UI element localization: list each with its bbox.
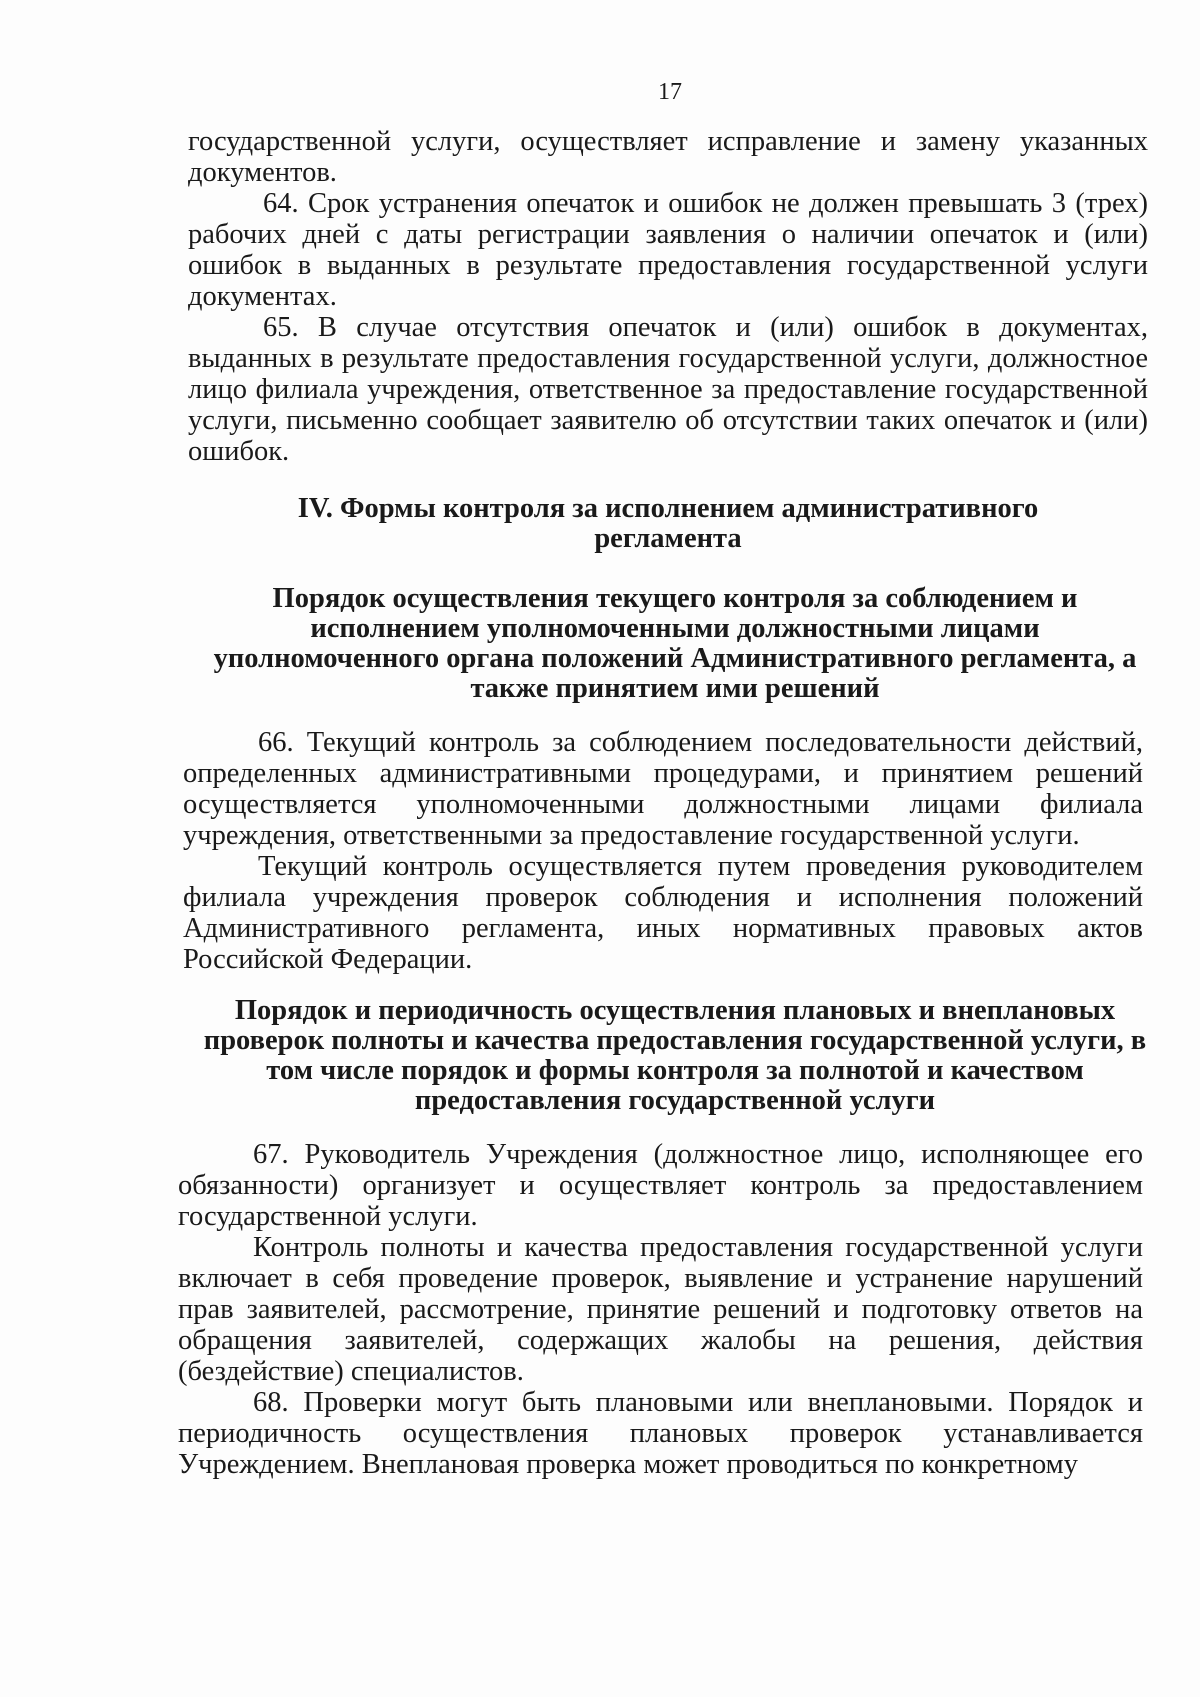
top-paragraphs (188, 126, 1148, 467)
subsection-title-line: также принятием ими решений (470, 673, 880, 704)
paragraph-68: 68. Проверки могут быть плановыми или внеплановыми. Порядок и периодичность осуществления плановых проверок устанавливается Учреждением. Внеплановая проверка может проводиться по конкретному (178, 1387, 1143, 1480)
paragraph-continuation: государственной услуги, осуществляет исправление и замену указанных документов. (188, 126, 1148, 188)
subsection-title-line: том числе порядок и формы контроля за полнотой и качеством (266, 1055, 1084, 1086)
paragraph-quality-control: Контроль полноты и качества предоставления государственной услуги включает в себя проведение проверок, выявление и устранение нарушений прав заявителей, рассмотрение, принятие решений и подготовку ответов на обращения заявителей, содержащих жалобы на решения, действия (бездействие) специалистов. (178, 1232, 1143, 1387)
section-title-line: регламента (594, 523, 742, 554)
paragraph-current-control: Текущий контроль осуществляется путем проведения руководителем филиала учреждения проверок соблюдения и исполнения положений Административного регламента, иных нормативных правовых актов Российской Федерации. (183, 851, 1143, 975)
subsection-title-line: предоставления государственной услуги (414, 1085, 936, 1116)
subsection-title-line: проверок полноты и качества предоставления государственной услуги, в (203, 1025, 1147, 1056)
page-number: 17 (658, 79, 682, 105)
paragraph-67: 67. Руководитель Учреждения (должностное лицо, исполняющее его обязанности) организует и осуществляет контроль за предоставлением государственной услуги. (178, 1139, 1143, 1232)
subsection-title-current-control (170, 584, 1180, 704)
subsection-title-line: Порядок и периодичность осуществления плановых и внеплановых (234, 995, 1116, 1026)
paragraph-64: 64. Срок устранения опечаток и ошибок не должен превышать 3 (трех) рабочих дней с даты регистрации заявления о наличии опечаток и (или) ошибок в выданных в результате предоставления государственной услуги документах. (188, 188, 1148, 312)
paragraph-66: 66. Текущий контроль за соблюдением последовательности действий, определенных административными процедурами, и принятием решений осуществляется уполномоченными должностными лицами филиала учреждения, ответственными за предоставление государственной услуги. (183, 727, 1143, 851)
current-control-paragraphs (183, 727, 1143, 975)
section-title-line: IV. Формы контроля за исполнением административного (297, 493, 1039, 524)
section-title (188, 494, 1148, 554)
subsection-title-line: уполномоченного органа положений Административного регламента, а (213, 643, 1137, 674)
paragraph-65: 65. В случае отсутствия опечаток и (или) ошибок в документах, выданных в результате предоставления государственной услуги, должностное лицо филиала учреждения, ответственное за предоставление государственной услуги, письменно сообщает заявителю об отсутствии таких опечаток и (или) ошибок. (188, 312, 1148, 467)
subsection-title-inspections (170, 996, 1180, 1116)
inspections-paragraphs (178, 1139, 1143, 1480)
subsection-title-line: исполнением уполномоченными должностными лицами (310, 613, 1040, 644)
subsection-title-line: Порядок осуществления текущего контроля за соблюдением и (272, 583, 1078, 614)
